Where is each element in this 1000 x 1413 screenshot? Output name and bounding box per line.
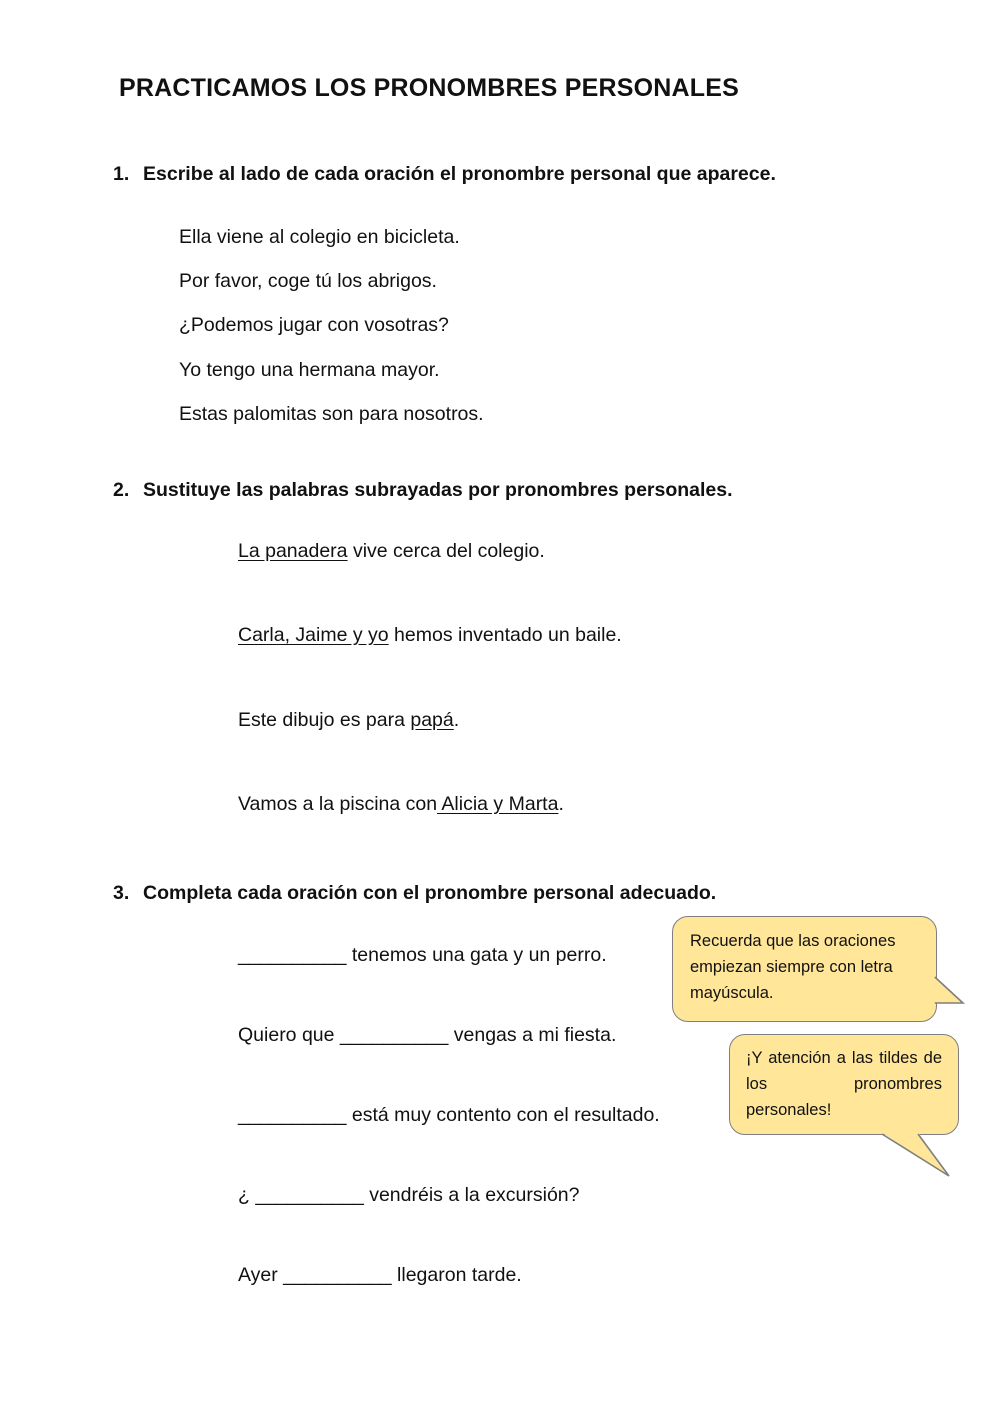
section-3-heading-text: Completa cada oración con el pronombre personal adecuado. [143,882,717,904]
sentence-end: está muy contento con el resultado. [346,1104,660,1126]
sentence-start: ¿ [238,1184,256,1206]
underlined-words: Alicia y Marta [437,793,559,815]
sentence-start: Este dibujo es para [238,709,411,731]
section-1-sentence: Yo tengo una hermana mayor. [179,359,440,381]
section-2-heading-text: Sustituye las palabras subrayadas por pronombres personales. [143,479,733,501]
underlined-words: Carla, Jaime y yo [238,624,389,646]
answer-blank[interactable]: __________ [238,944,347,966]
sentence-start: Quiero que [238,1024,340,1046]
sentence-end: hemos inventado un baile. [388,624,622,646]
sentence-end: vengas a mi fiesta. [448,1024,617,1046]
callout-text: ¡Y atención a las tildes de los pronombres personales! [746,1049,942,1119]
section-1-heading-text: Escribe al lado de cada oración el pronombre personal que aparece. [143,163,776,185]
answer-blank[interactable]: __________ [255,1184,364,1206]
sentence-end: llegaron tarde. [391,1264,522,1286]
section-1-number: 1. [113,163,130,185]
page-title: PRACTICAMOS LOS PRONOMBRES PERSONALES [119,74,739,102]
underlined-words: La panadera [238,540,348,562]
sentence-end: . [453,709,460,731]
sentence-end: tenemos una gata y un perro. [346,944,607,966]
section-3-number: 3. [113,882,130,904]
section-1-sentence: Ella viene al colegio en bicicleta. [179,226,460,248]
sentence-end: . [558,793,564,815]
section-1-sentence: Estas palomitas son para nosotros. [179,403,484,425]
sentence-end: vive cerca del colegio. [347,540,545,562]
sentence-start: Ayer [238,1264,284,1286]
answer-blank[interactable]: __________ [238,1104,347,1126]
section-2-number: 2. [113,479,130,501]
underlined-words: papá [410,709,454,731]
sentence-end: vendréis a la excursión? [363,1184,580,1206]
answer-blank[interactable]: __________ [339,1024,449,1046]
section-1-sentence: Por favor, coge tú los abrigos. [179,270,437,292]
section-1-sentence: ¿Podemos jugar con vosotras? [179,314,449,336]
sentence-start: Vamos a la piscina con [238,793,438,815]
callout-text: Recuerda que las oraciones empiezan siempre con letra mayúscula. [690,932,896,1002]
answer-blank[interactable]: __________ [283,1264,392,1286]
